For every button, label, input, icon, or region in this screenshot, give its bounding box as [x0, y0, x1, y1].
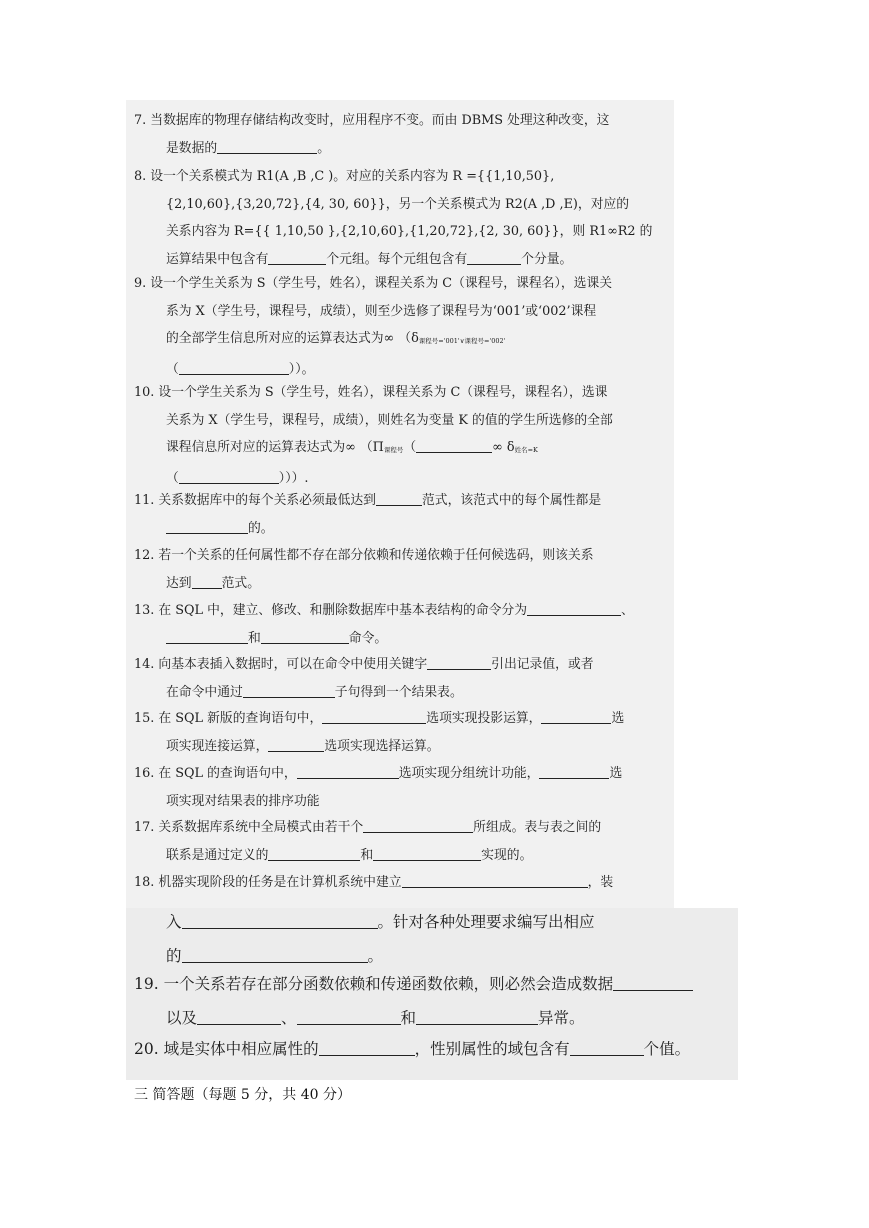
- answer-blank[interactable]: [570, 1040, 644, 1057]
- answer-blank[interactable]: [363, 819, 473, 833]
- subscript-text: 姓名=K: [514, 446, 538, 454]
- question-text: 异常。: [538, 1009, 585, 1027]
- question-line: [134, 1001, 734, 1035]
- question-text: 19. 一个关系若存在部分函数依赖和传递函数依赖，则必然会造成数据: [134, 975, 614, 993]
- question-text: 8. 设一个关系模式为 R1(A ,B ,C )。对应的关系内容为 R ={{1,10,50},: [134, 169, 555, 184]
- answer-blank[interactable]: [166, 520, 248, 534]
- question-text: 。: [367, 947, 384, 965]
- question-item: [134, 542, 734, 597]
- question-line: [134, 651, 734, 679]
- question-text: 选: [611, 711, 625, 726]
- answer-blank[interactable]: [217, 140, 317, 154]
- question-text: （: [166, 470, 179, 486]
- answer-blank[interactable]: [539, 765, 609, 779]
- answer-blank[interactable]: [179, 470, 279, 484]
- answer-blank[interactable]: [166, 630, 248, 644]
- question-text: 14. 向基本表插入数据时，可以在命令中使用关键字: [134, 657, 428, 672]
- subscript-text: 课程号: [383, 446, 404, 454]
- question-line: [134, 905, 734, 939]
- answer-blank[interactable]: [179, 361, 289, 375]
- question-text: 引出记录值，或者: [491, 657, 594, 672]
- answer-blank[interactable]: [467, 251, 521, 265]
- question-text: 达到: [166, 575, 192, 591]
- question-line: [134, 298, 734, 326]
- question-text: 20. 域是实体中相应属性的: [134, 1040, 319, 1058]
- question-line: [134, 788, 734, 816]
- question-item: [134, 107, 734, 162]
- question-text: 课程信息所对应的运算表达式为: [166, 440, 346, 455]
- question-text: 实现的。: [481, 847, 533, 863]
- answer-blank[interactable]: [416, 439, 492, 453]
- question-text: 和: [248, 630, 261, 646]
- question-text: 在命令中通过: [166, 684, 243, 700]
- answer-blank[interactable]: [182, 913, 378, 930]
- question-item: [134, 967, 734, 1035]
- answer-blank[interactable]: [182, 947, 368, 964]
- answer-blank[interactable]: [376, 492, 422, 506]
- question-text: 选项实现投影运算，: [426, 711, 542, 726]
- question-item: [134, 597, 734, 652]
- question-text: {2,10,60},{3,20,72},{4, 30, 60}}，另一个关系模式为 R2(A ,D ,E)，对应的: [166, 196, 630, 212]
- question-text: 9. 设一个学生关系为 S（学生号，姓名），课程关系为 C（课程号，课程名），选课关: [134, 276, 613, 291]
- answer-blank[interactable]: [527, 602, 621, 616]
- question-text: 12. 若一个关系的任何属性都不存在部分依赖和传递依赖于任何候选码，则该关系: [134, 548, 594, 563]
- question-line: [134, 218, 734, 246]
- answer-blank[interactable]: [197, 1009, 281, 1026]
- question-text: 的: [166, 947, 182, 965]
- answer-blank[interactable]: [322, 710, 426, 724]
- question-item: [134, 651, 734, 706]
- question-text: 的。: [248, 520, 274, 536]
- question-text: 项实现对结果表的排序功能: [166, 793, 320, 809]
- question-item: [134, 379, 734, 492]
- question-line: [134, 760, 734, 788]
- answer-blank[interactable]: [613, 975, 693, 992]
- question-item: [134, 487, 734, 542]
- answer-blank[interactable]: [243, 684, 335, 698]
- question-text: 。针对各种处理要求编写出相应: [377, 913, 595, 931]
- question-text: 所组成。表与表之间的: [473, 820, 602, 835]
- question-text: 个分量。: [521, 251, 573, 267]
- question-text: 系为 X（学生号，课程号，成绩），则至少选修了课程号为‘001’或‘002’课程: [166, 303, 597, 319]
- question-text: 18. 机器实现阶段的任务是在计算机系统中建立: [134, 875, 402, 890]
- question-text: 联系是通过定义的: [166, 847, 269, 863]
- answer-blank[interactable]: [402, 874, 588, 888]
- question-text: ，装: [587, 875, 614, 890]
- question-text: 和: [400, 1009, 417, 1027]
- question-text: ）））.: [278, 470, 309, 486]
- question-line: [134, 191, 734, 219]
- question-item: [134, 163, 734, 273]
- answer-blank[interactable]: [541, 710, 611, 724]
- answer-blank[interactable]: [297, 1009, 401, 1026]
- question-line: [134, 407, 734, 435]
- question-text: 16. 在 SQL 的查询语句中，: [134, 766, 297, 781]
- question-item: [134, 869, 734, 897]
- question-line: [134, 487, 734, 515]
- question-text: 11. 关系数据库中的每个关系必须最低达到: [134, 493, 376, 508]
- question-text: 、: [281, 1009, 297, 1027]
- question-line: [134, 814, 734, 842]
- question-text: 范式。: [221, 575, 260, 591]
- question-line: [134, 135, 734, 163]
- answer-blank[interactable]: [416, 1009, 538, 1026]
- answer-blank[interactable]: [373, 847, 481, 861]
- question-text: 是数据的: [166, 140, 218, 156]
- question-text: ，性别属性的域包含有: [414, 1040, 570, 1058]
- answer-blank[interactable]: [268, 251, 326, 265]
- question-text: 、: [621, 603, 634, 618]
- question-text: 关系内容为 R={{ 1,10,50 },{2,10,60},{1,20,72},{2, 30, 60}}，则 R1∞R2 的: [166, 224, 653, 239]
- question-text: 入: [166, 913, 182, 931]
- answer-blank[interactable]: [192, 575, 222, 589]
- question-text: 选项实现选择运算。: [324, 738, 440, 754]
- question-item: [134, 814, 734, 869]
- subscript-text: 课程号='001'∨课程号='002': [418, 337, 506, 345]
- question-text: ∞ δ: [492, 440, 515, 455]
- question-line: [134, 325, 734, 356]
- question-line: [134, 597, 734, 625]
- question-line: [134, 163, 734, 191]
- question-text: ））。: [288, 361, 315, 377]
- question-text: 15. 在 SQL 新版的查询语句中，: [134, 711, 323, 726]
- question-item: [134, 905, 734, 973]
- question-text: （: [166, 361, 179, 377]
- question-text: 的全部学生信息所对应的运算表达式为: [166, 331, 384, 346]
- question-text: 7. 当数据库的物理存储结构改变时，应用程序不变。而由 DBMS 处理这种改变，这: [134, 113, 610, 128]
- question-text: ∞ （δ: [383, 331, 419, 346]
- answer-blank[interactable]: [319, 1040, 415, 1057]
- question-text: 关系为 X（学生号，课程号，成绩），则姓名为变量 K 的值的学生所选修的全部: [166, 412, 613, 428]
- question-text: 个元组。每个元组包含有: [326, 251, 468, 267]
- question-line: [134, 733, 734, 761]
- question-text: 选项实现分组统计功能，: [398, 766, 540, 781]
- question-line: [134, 967, 734, 1001]
- question-text: 子句得到一个结果表。: [334, 684, 463, 700]
- question-text: ∞ （Π: [345, 440, 384, 455]
- question-text: 和: [360, 847, 374, 863]
- answer-blank[interactable]: [427, 656, 491, 670]
- question-line: [134, 869, 734, 897]
- question-text: 选: [609, 766, 623, 781]
- question-text: 运算结果中包含有: [166, 251, 269, 267]
- question-line: [134, 107, 734, 135]
- question-text: 10. 设一个学生关系为 S（学生号，姓名），课程关系为 C（课程号，课程名），选课: [134, 385, 608, 400]
- answer-blank[interactable]: [268, 847, 360, 861]
- question-line: [134, 679, 734, 707]
- question-item: [134, 705, 734, 760]
- question-text: 。: [317, 140, 330, 156]
- question-line: [134, 379, 734, 407]
- question-text: 范式，该范式中的每个属性都是: [421, 493, 602, 508]
- question-text: （: [403, 440, 417, 455]
- answer-blank[interactable]: [261, 630, 349, 644]
- question-line: [134, 246, 734, 274]
- section-heading: 三 简答题（每题 5 分，共 40 分）: [134, 1087, 351, 1103]
- question-text: 个值。: [643, 1040, 691, 1058]
- question-line: [134, 1032, 734, 1066]
- question-text: 13. 在 SQL 中，建立、修改、和删除数据库中基本表结构的命令分为: [134, 603, 528, 618]
- question-line: [134, 625, 734, 653]
- question-text: 17. 关系数据库系统中全局模式由若干个: [134, 820, 364, 835]
- question-text: 项实现连接运算，: [166, 738, 269, 754]
- question-line: [134, 270, 734, 298]
- question-line: [134, 434, 734, 465]
- answer-blank[interactable]: [268, 738, 324, 752]
- question-line: [134, 515, 734, 543]
- answer-blank[interactable]: [297, 765, 399, 779]
- question-line: [134, 842, 734, 870]
- question-line: [134, 570, 734, 598]
- question-item: [134, 270, 734, 383]
- question-line: [134, 542, 734, 570]
- question-line: [134, 705, 734, 733]
- question-item: [134, 1032, 734, 1066]
- question-item: [134, 760, 734, 815]
- question-text: 以及: [166, 1009, 198, 1027]
- question-text: 命令。: [348, 630, 388, 646]
